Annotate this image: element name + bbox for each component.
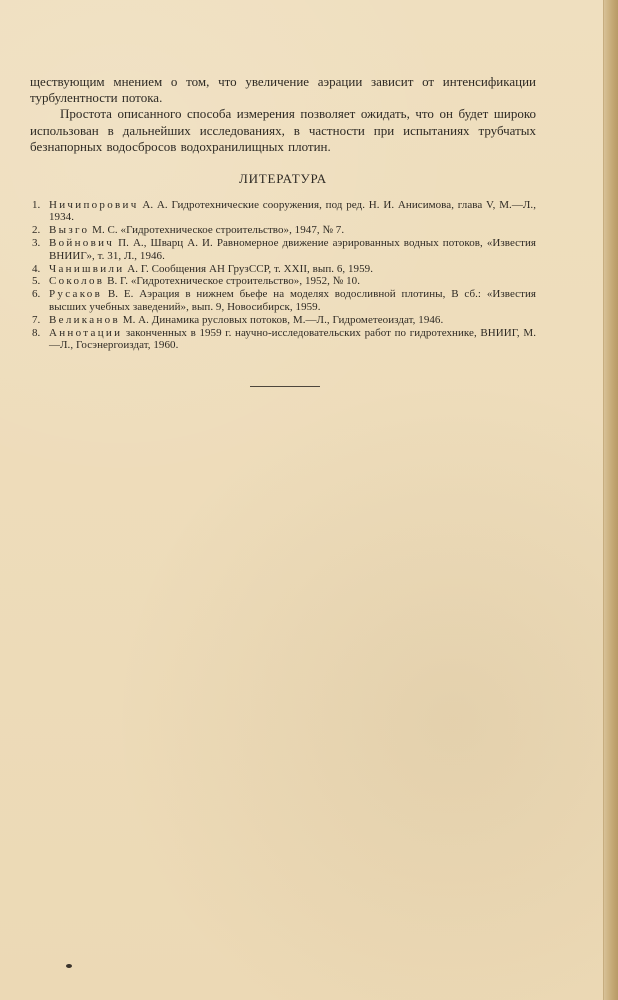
reference-details: В. Г. «Гидротехническое строительство», 1952, № 10. [104, 275, 360, 288]
reference-item [32, 237, 536, 262]
reference-list [32, 199, 536, 351]
reference-item [32, 224, 536, 236]
reference-number: 8. [32, 326, 41, 339]
reference-author: Соколов [49, 275, 105, 288]
reference-details: М. А. Динамика русловых потоков, М.—Л., Гидрометеоиздат, 1946. [119, 313, 444, 326]
reference-text [49, 288, 536, 313]
reference-details: законченных в 1959 г. научно-исследовательских работ по гидротехнике, ВНИИГ, М.—Л., Госэнергоиздат, 1960. [49, 326, 536, 351]
reference-details: М. С. «Гидротехническое строительство», 1947, № 7. [89, 224, 345, 237]
reference-text [49, 199, 536, 224]
reference-number: 2. [32, 224, 41, 237]
reference-author: Русаков [49, 288, 103, 301]
reference-details: В. Е. Аэрация в нижнем бьефе на моделях водосливной плотины, В сб.: «Известия высших учебных заведений», вып. 9, Новосибирск, 1959. [49, 288, 536, 313]
document-content [30, 74, 536, 351]
reference-author: Войнович [49, 237, 115, 250]
page-spine [603, 0, 618, 1000]
reference-item [32, 199, 536, 224]
reference-text [49, 224, 536, 236]
reference-item [32, 275, 536, 287]
reference-number: 7. [32, 313, 41, 326]
reference-text [49, 314, 536, 326]
paragraph-continuation: ществующим мнением о том, что увеличение аэрации зависит от интенсификации турбулентности потока. [30, 74, 536, 106]
reference-author: Ничипорович [49, 199, 139, 212]
paper-mark [66, 964, 72, 968]
reference-number: 1. [32, 199, 41, 212]
reference-number: 5. [32, 275, 41, 288]
reference-author: Чанишвили [49, 262, 125, 275]
reference-text [49, 237, 536, 262]
reference-number: 3. [32, 237, 41, 250]
section-title: ЛИТЕРАТУРА [239, 171, 327, 187]
reference-details: А. А. Гидротехнические сооружения, под ред. Н. И. Анисимова, глава V, М.—Л., 1934. [49, 199, 536, 224]
reference-text [49, 327, 536, 352]
reference-author: Аннотации [49, 326, 123, 339]
reference-number: 6. [32, 288, 41, 301]
reference-number: 4. [32, 262, 41, 275]
reference-author: Вызго [49, 224, 90, 237]
reference-text [49, 263, 536, 275]
reference-text [49, 275, 536, 287]
reference-item [32, 327, 536, 352]
paragraph-conclusion: Простота описанного способа измерения позволяет ожидать, что он будет широко использован в дальнейших исследованиях, в частности при испытаниях трубчатых безнапорных водосбросов водохранилищных плотин. [30, 106, 536, 154]
reference-details: А. Г. Сообщения АН ГрузССР, т. XXII, вып. 6, 1959. [124, 262, 374, 275]
section-divider [250, 386, 320, 387]
reference-item [32, 314, 536, 326]
reference-item [32, 263, 536, 275]
reference-item [32, 288, 536, 313]
reference-details: П. А., Шварц А. И. Равномерное движение аэрированных водных потоков, «Известия ВНИИГ», т. 31, Л., 1946. [49, 237, 536, 262]
reference-author: Великанов [49, 313, 120, 326]
